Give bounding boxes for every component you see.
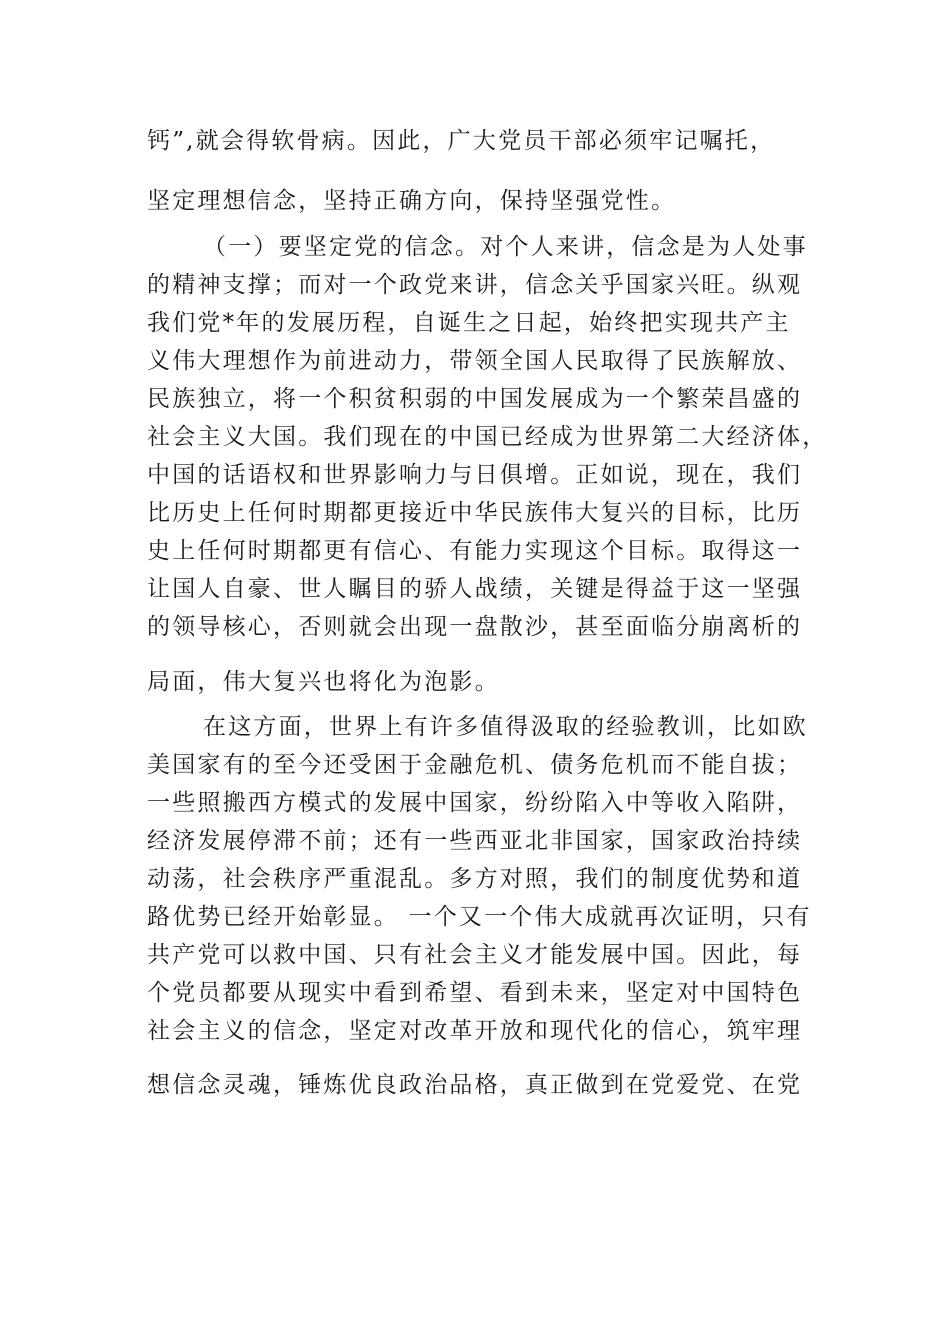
text-line: 中国的话语权和世界影响力与日俱增。正如说，现在，我们 [147,462,803,488]
text-line: 美国家有的至今还受困于金融危机、债务危机而不能自拔； [147,752,803,778]
text-line: 钙”,就会得软骨病。因此，广大党员干部必须牢记嘱托， [147,128,776,154]
text-line: 个党员都要从现实中看到希望、看到未来，坚定对中国特色 [147,980,803,1006]
text-line: 路优势已经开始彰显。 一个又一个伟大成就再次证明，只有 [147,904,812,930]
text-line: 我们党*年的发展历程，自诞生之日起，始终把实现共产主 [147,310,791,336]
text-line: 的领导核心，否则就会出现一盘散沙，甚至面临分崩离析的 [147,614,803,640]
text-line: 坚定理想信念，坚持正确方向，保持坚强党性。 [147,188,677,214]
text-line: 社会主义大国。我们现在的中国已经成为世界第二大经济体， [147,424,828,450]
text-line: 想信念灵魂，锤炼优良政治品格，真正做到在党爱党、在党 [147,1072,803,1098]
text-line: 经济发展停滞不前；还有一些西亚北非国家，国家政治持续 [147,828,803,854]
text-line: 的精神支撑；而对一个政党来讲，信念关乎国家兴旺。纵观 [147,272,803,298]
text-line: 社会主义的信念，坚定对改革开放和现代化的信心，筑牢理 [147,1018,803,1044]
text-line: 比历史上任何时期都更接近中华民族伟大复兴的目标，比历 [147,500,803,526]
text-line: 局面，伟大复兴也将化为泡影。 [147,669,500,695]
text-line: 史上任何时期都更有信心、有能力实现这个目标。取得这一 [147,538,803,564]
paragraph-start-line: 在这方面，世界上有许多值得汲取的经验教训，比如欧 [203,714,808,740]
text-line: 义伟大理想作为前进动力，带领全国人民取得了民族解放、 [147,348,803,374]
text-line: 让国人自豪、世人瞩目的骄人战绩，关键是得益于这一坚强 [147,576,803,602]
paragraph-start-line: （一）要坚定党的信念。对个人来讲，信念是为人处事 [203,234,808,260]
text-line: 一些照搬西方模式的发展中国家，纷纷陷入中等收入陷阱， [147,790,803,816]
text-line: 民族独立，将一个积贫积弱的中国发展成为一个繁荣昌盛的 [147,386,803,412]
text-line: 动荡，社会秩序严重混乱。多方对照，我们的制度优势和道 [147,866,803,892]
text-line: 共产党可以救中国、只有社会主义才能发展中国。因此，每 [147,942,803,968]
